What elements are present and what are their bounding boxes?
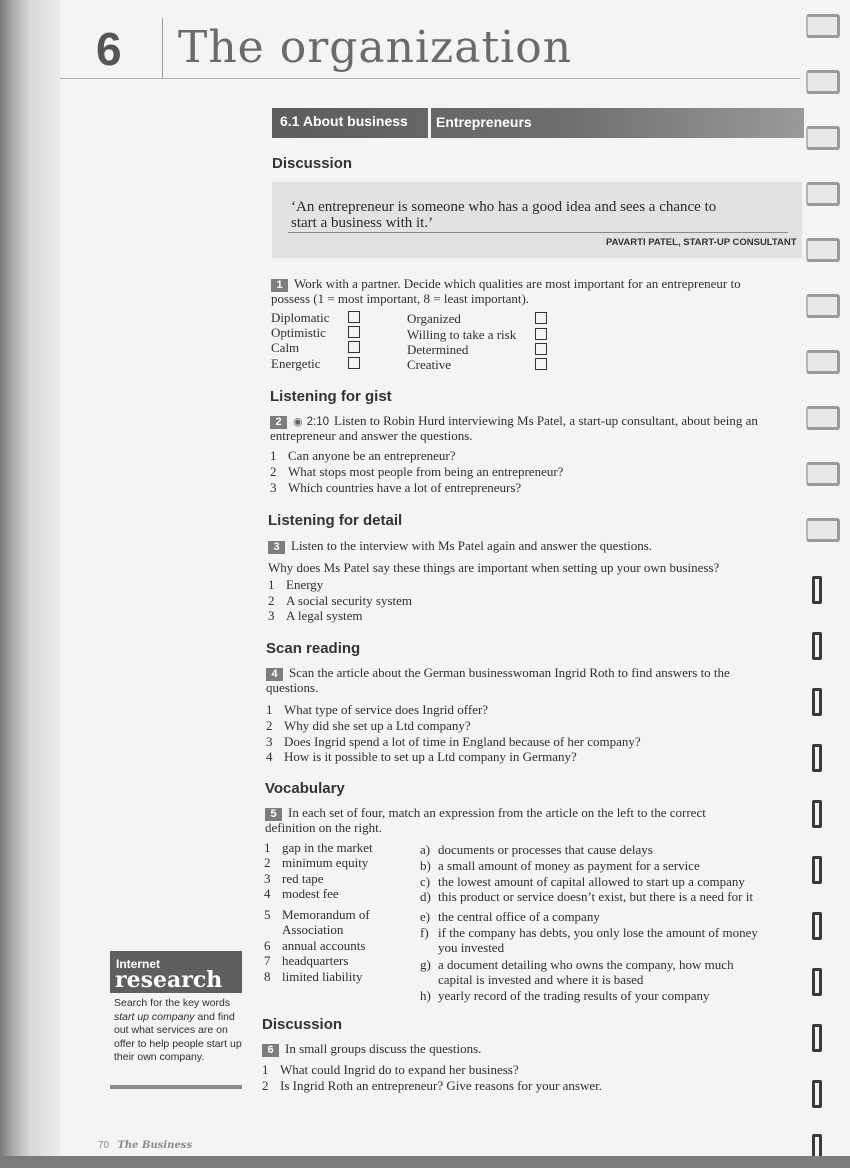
item-letter: e)	[420, 909, 431, 924]
item-text: annual accounts	[282, 938, 366, 953]
rank-checkbox[interactable]	[348, 326, 360, 338]
item-text: minimum equity	[282, 855, 369, 870]
spiral-binding	[790, 0, 850, 1168]
heading-listening-gist: Listening for gist	[270, 388, 392, 405]
quality-label: Creative	[407, 357, 452, 372]
vocab-definition	[420, 874, 745, 890]
internet-research-label: Internet	[116, 957, 161, 971]
audio-track: 2:10	[306, 416, 329, 428]
internet-research-title: research	[115, 967, 223, 993]
item-text: Association	[282, 922, 344, 937]
vocab-term	[264, 969, 363, 985]
item-number: 3	[266, 734, 273, 749]
item-text: How is it possible to set up a Ltd company in Germany?	[284, 749, 577, 764]
item-number: 2	[268, 593, 275, 608]
vocab-definition	[420, 889, 753, 905]
divider	[162, 18, 163, 78]
section-topic: Entrepreneurs	[436, 114, 532, 130]
item-text: What stops most people from being an entrepreneur?	[288, 464, 564, 479]
list-item	[266, 702, 488, 718]
instruction-text: entrepreneur and answer the questions.	[270, 428, 473, 443]
item-text: headquarters	[282, 953, 349, 968]
quality-label: Willing to take a risk	[407, 327, 517, 342]
divider	[428, 108, 431, 138]
item-number: 3	[268, 608, 275, 623]
vocab-term	[264, 840, 373, 856]
divider	[110, 1085, 242, 1089]
rank-checkbox[interactable]	[348, 357, 360, 369]
list-item	[262, 1078, 602, 1094]
heading-discussion: Discussion	[272, 155, 353, 172]
sidebar-text: Search for the key words	[114, 997, 231, 1009]
vocab-term	[264, 907, 370, 923]
item-text: documents or processes that cause delays	[438, 842, 653, 857]
exercise-6-instruction	[262, 1041, 481, 1057]
item-number: 8	[264, 969, 271, 984]
vocab-definition	[420, 988, 709, 1004]
instruction-text: definition on the right.	[265, 820, 382, 835]
vocab-term	[264, 953, 348, 969]
item-text: Can anyone be an entrepreneur?	[288, 448, 456, 463]
item-text: What type of service does Ingrid offer?	[284, 702, 489, 717]
item-number: 7	[264, 953, 271, 968]
item-letter: b)	[420, 858, 431, 873]
section-bar	[272, 108, 804, 138]
item-number: 1	[268, 577, 275, 592]
page-edge	[0, 1156, 850, 1168]
instruction-text: Why does Ms Patel say these things are important when setting up your own business?	[268, 560, 720, 575]
item-number: 2	[264, 855, 271, 870]
instruction-text: Listen to the interview with Ms Patel again and answer the questions.	[291, 538, 653, 553]
item-text: red tape	[282, 871, 324, 886]
item-text: the central office of a company	[438, 909, 600, 924]
instruction-text: questions.	[266, 680, 319, 695]
quality-label: Organized	[407, 311, 461, 326]
vocab-definition	[420, 858, 700, 874]
item-text: if the company has debts, you only lose the amount of money	[438, 925, 758, 940]
item-text: What could Ingrid do to expand her business?	[280, 1062, 519, 1077]
vocab-term	[264, 922, 343, 938]
item-number: 1	[262, 1062, 269, 1077]
item-text: a small amount of money as payment for a service	[438, 858, 700, 873]
list-item	[268, 577, 323, 593]
item-text: A legal system	[286, 608, 363, 623]
item-number: 6	[264, 938, 271, 953]
list-item	[268, 608, 363, 624]
binding-shadow	[0, 0, 60, 1168]
item-letter: h)	[420, 988, 431, 1003]
list-item	[270, 480, 521, 496]
item-number: 2	[262, 1078, 269, 1093]
item-letter: d)	[420, 889, 431, 904]
quote-source: PAVARTI PATEL, START-UP CONSULTANT	[606, 237, 797, 248]
item-text: this product or service doesn’t exist, but there is a need for it	[438, 889, 753, 904]
item-text: modest fee	[282, 886, 339, 901]
list-item	[266, 749, 577, 765]
page-footer	[98, 1140, 192, 1151]
instruction-text: Scan the article about the German businesswoman Ingrid Roth to find answers to the	[289, 665, 730, 680]
item-text: the lowest amount of capital allowed to start up a company	[438, 874, 745, 889]
item-number: 3	[264, 871, 271, 886]
quote-line: start a business with it.’	[291, 215, 434, 231]
exercise-badge: 1	[271, 279, 288, 292]
quote	[291, 199, 716, 231]
vocab-definition	[420, 940, 504, 956]
page-number: 70	[98, 1140, 110, 1151]
rank-checkbox[interactable]	[535, 312, 547, 324]
rank-checkbox[interactable]	[348, 341, 360, 353]
exercise-badge: 5	[265, 808, 282, 821]
internet-research-text	[114, 997, 244, 1065]
item-number: 4	[266, 749, 273, 764]
vocab-definition	[420, 925, 758, 941]
instruction-text: Work with a partner. Decide which qualities are most important for an entrepreneur to	[294, 276, 741, 291]
exercise-badge: 4	[266, 668, 283, 681]
item-text: Which countries have a lot of entrepreneurs?	[288, 480, 522, 495]
divider	[60, 78, 800, 79]
instruction-text: possess (1 = most important, 8 = least important).	[271, 291, 530, 306]
item-text: gap in the market	[282, 840, 373, 855]
vocab-definition	[420, 909, 600, 925]
heading-vocabulary: Vocabulary	[265, 780, 345, 797]
item-text: you invested	[438, 940, 505, 955]
item-text: Energy	[286, 577, 324, 592]
exercise-badge: 2	[270, 416, 287, 429]
vocab-term	[264, 871, 324, 887]
vocab-definition	[420, 972, 643, 988]
quality-label: Calm	[271, 340, 300, 355]
quality-label: Optimistic	[271, 325, 326, 340]
rank-checkbox[interactable]	[535, 358, 547, 370]
book-title: The Business	[117, 1140, 193, 1151]
item-text: Is Ingrid Roth an entrepreneur? Give reasons for your answer.	[280, 1078, 603, 1093]
quality-label: Diplomatic	[271, 310, 330, 325]
exercise-1-instruction	[271, 276, 741, 292]
exercise-4-instruction	[266, 665, 730, 681]
list-item	[266, 718, 471, 734]
exercise-3-instruction	[268, 538, 652, 554]
sidebar-text: are on offer to help	[114, 1024, 228, 1050]
list-item	[262, 1062, 519, 1078]
exercise-5-instruction	[265, 805, 706, 821]
list-item	[270, 464, 563, 480]
heading-scan-reading: Scan reading	[266, 640, 361, 657]
quality-label: Determined	[407, 342, 469, 357]
item-number: 2	[266, 718, 273, 733]
sidebar-text: own company.	[137, 1051, 205, 1063]
instruction-text: In small groups discuss the questions.	[285, 1041, 482, 1056]
item-number: 4	[264, 886, 271, 901]
item-letter: c)	[420, 874, 431, 889]
sidebar-text: and	[197, 1010, 215, 1023]
chapter-title: The organization	[178, 22, 573, 73]
item-text: Why did she set up a Ltd company?	[284, 718, 471, 733]
item-letter: f)	[420, 925, 429, 940]
item-number: 1	[270, 448, 277, 463]
instruction-text: Listen to Robin Hurd interviewing Ms Patel, a start-up consultant, about being an	[334, 413, 758, 428]
item-number: 1	[264, 840, 271, 855]
item-text: limited liability	[282, 969, 363, 984]
exercise-badge: 3	[268, 541, 285, 554]
item-letter: a)	[420, 842, 431, 857]
heading-listening-detail: Listening for detail	[268, 512, 403, 529]
exercise-badge: 6	[262, 1044, 279, 1057]
item-text: capital is invested and where it is based	[438, 972, 644, 987]
sidebar-text: people start up their	[114, 1037, 242, 1063]
divider	[288, 232, 788, 233]
item-text: Memorandum of	[282, 907, 370, 922]
quote-line: ‘An entrepreneur is someone who has a good idea and sees a chance to	[291, 199, 717, 215]
chapter-number: 6	[96, 23, 122, 75]
vocab-term	[264, 938, 365, 954]
vocab-term	[264, 886, 339, 902]
rank-checkbox[interactable]	[535, 343, 547, 355]
instruction-text: In each set of four, match an expression from the article on the left to the correct	[288, 805, 706, 820]
item-letter: g)	[420, 957, 431, 972]
rank-checkbox[interactable]	[535, 328, 547, 340]
section-label: 6.1 About business	[280, 113, 408, 129]
item-text: A social security system	[286, 593, 413, 608]
sidebar-keyword: start up company	[114, 1010, 195, 1023]
item-number: 2	[270, 464, 277, 479]
vocab-term	[264, 855, 368, 871]
item-number: 3	[270, 480, 277, 495]
item-text: a document detailing who owns the company, how much	[438, 957, 734, 972]
quality-label: Energetic	[271, 356, 321, 371]
item-text: yearly record of the trading results of your company	[438, 988, 710, 1003]
audio-icon: ◉	[293, 415, 303, 428]
list-item	[270, 448, 455, 464]
list-item	[266, 734, 641, 750]
vocab-definition	[420, 957, 734, 973]
vocab-definition	[420, 842, 653, 858]
rank-checkbox[interactable]	[348, 311, 360, 323]
sidebar-text: find out what services	[114, 1010, 235, 1036]
item-number: 1	[266, 702, 273, 717]
item-number: 5	[264, 907, 271, 922]
heading-discussion-2: Discussion	[262, 1016, 343, 1033]
list-item	[268, 593, 412, 609]
item-text: Does Ingrid spend a lot of time in England because of her company?	[284, 734, 641, 749]
